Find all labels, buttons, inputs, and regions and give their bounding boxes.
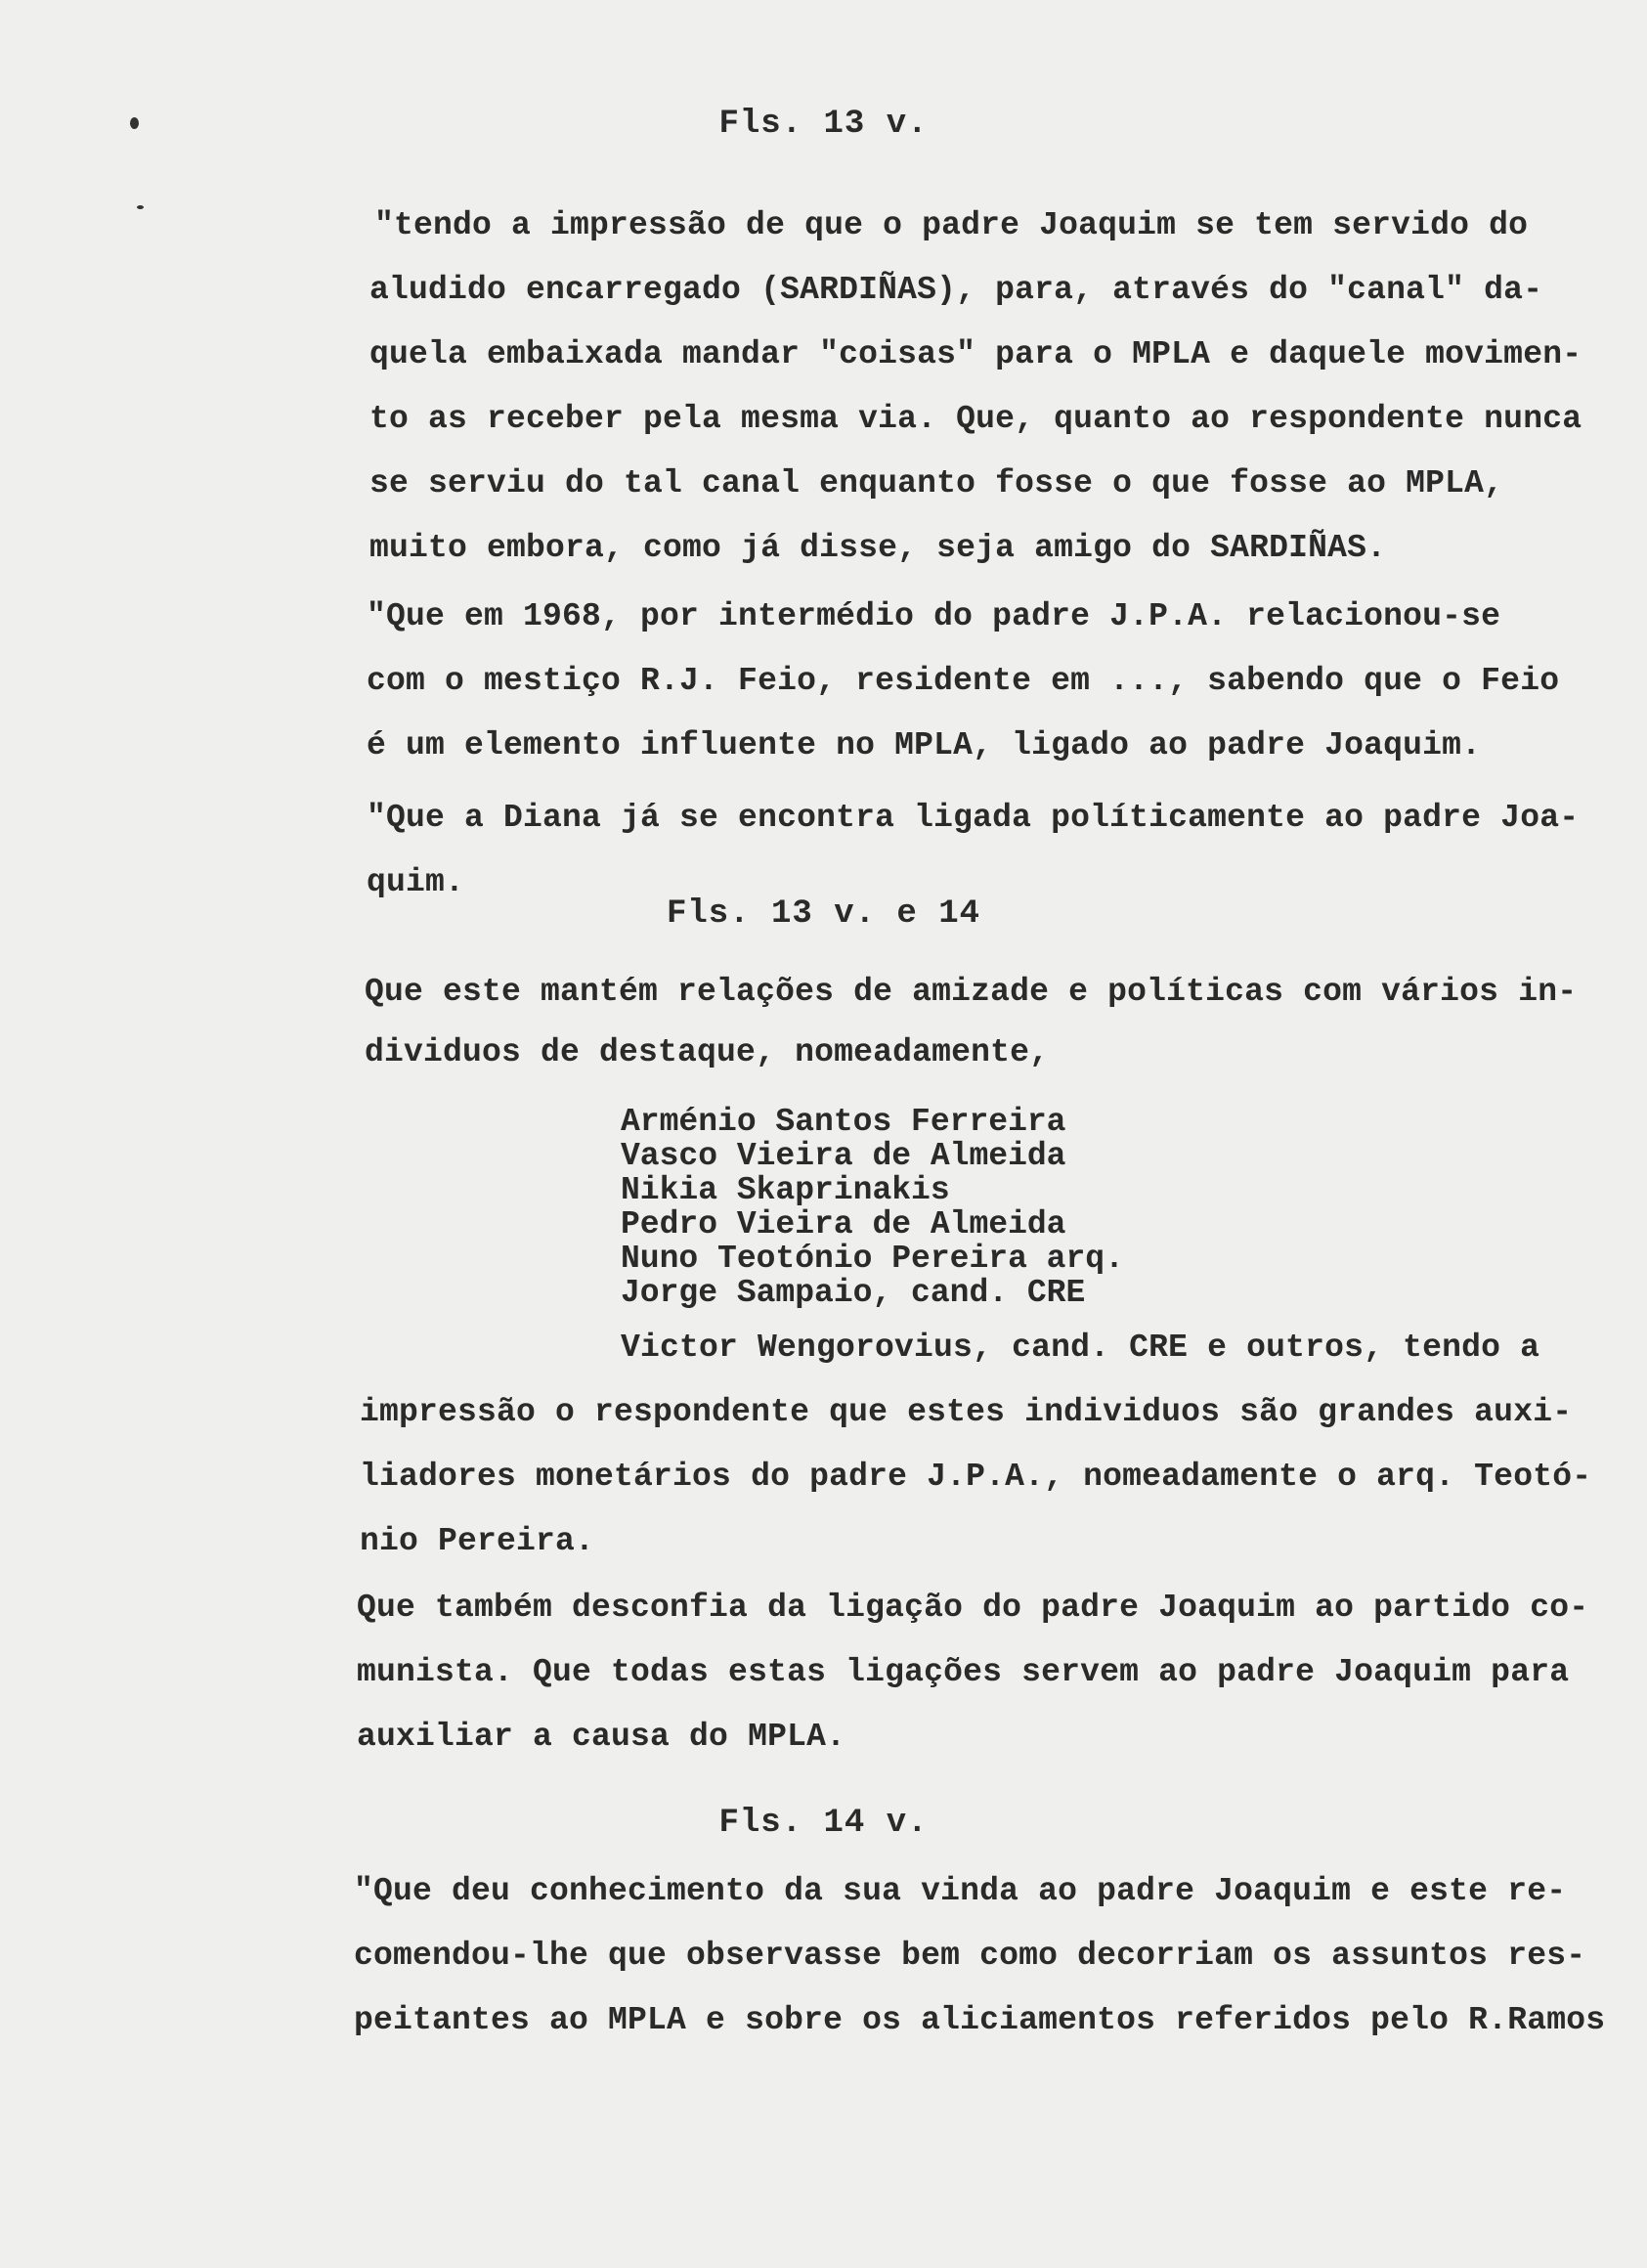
text-line: comendou-lhe que observasse bem como decorriam os assuntos res- <box>354 1938 1586 1974</box>
punch-mark <box>137 205 144 209</box>
text-line: munista. Que todas estas ligações servem ao padre Joaquim para <box>357 1654 1570 1690</box>
list-item: Pedro Vieira de Almeida <box>621 1206 1066 1243</box>
text-line: "Que em 1968, por intermédio do padre J.P.A. relacionou-se <box>367 598 1501 634</box>
list-item: Vasco Vieira de Almeida <box>621 1138 1066 1174</box>
text-line: se serviu do tal canal enquanto fosse o que fosse ao MPLA, <box>369 465 1504 502</box>
text-line: impressão o respondente que estes individuos são grandes auxi- <box>360 1394 1573 1430</box>
names-list <box>621 1105 1124 1310</box>
text-line: auxiliar a causa do MPLA. <box>357 1719 846 1755</box>
list-item: Nikia Skaprinakis <box>621 1172 950 1208</box>
text-line: muito embora, como já disse, seja amigo do SARDIÑAS. <box>369 530 1387 566</box>
text-line: "Que deu conhecimento da sua vinda ao padre Joaquim e este re- <box>354 1873 1567 1909</box>
text-line: Victor Wengorovius, cand. CRE e outros, tendo a <box>621 1330 1540 1366</box>
list-item: Jorge Sampaio, cand. CRE <box>621 1275 1086 1311</box>
folio-heading: Fls. 13 v. e 14 <box>666 895 981 933</box>
text-line: é um elemento influente no MPLA, ligado ao padre Joaquim. <box>367 727 1482 763</box>
text-line: peitantes ao MPLA e sobre os aliciamentos referidos pelo R.Ramos <box>354 2002 1606 2038</box>
text-line: quim. <box>367 864 465 900</box>
folio-heading: Fls. 14 v. <box>718 1805 929 1842</box>
text-line: liadores monetários do padre J.P.A., nomeadamente o arq. Teotó- <box>360 1459 1592 1495</box>
text-line: dividuos de destaque, nomeadamente, <box>365 1034 1050 1070</box>
text-line: quela embaixada mandar "coisas" para o MPLA e daquele movimen- <box>369 336 1582 372</box>
text-line: aludido encarregado (SARDIÑAS), para, através do "canal" da- <box>369 272 1543 308</box>
text-line: "Que a Diana já se encontra ligada políticamente ao padre Joa- <box>367 800 1580 836</box>
text-line: com o mestiço R.J. Feio, residente em ..., sabendo que o Feio <box>367 663 1560 699</box>
text-line: Que este mantém relações de amizade e políticas com vários in- <box>365 974 1578 1010</box>
list-item: Nuno Teotónio Pereira arq. <box>621 1241 1124 1277</box>
list-item: Arménio Santos Ferreira <box>621 1104 1066 1140</box>
text-line: to as receber pela mesma via. Que, quanto ao respondente nunca <box>369 401 1582 437</box>
text-line: Que também desconfia da ligação do padre Joaquim ao partido co- <box>357 1590 1589 1626</box>
text-line: "tendo a impressão de que o padre Joaquim se tem servido do <box>374 207 1529 243</box>
text-line: nio Pereira. <box>360 1523 595 1559</box>
folio-heading: Fls. 13 v. <box>718 106 929 143</box>
